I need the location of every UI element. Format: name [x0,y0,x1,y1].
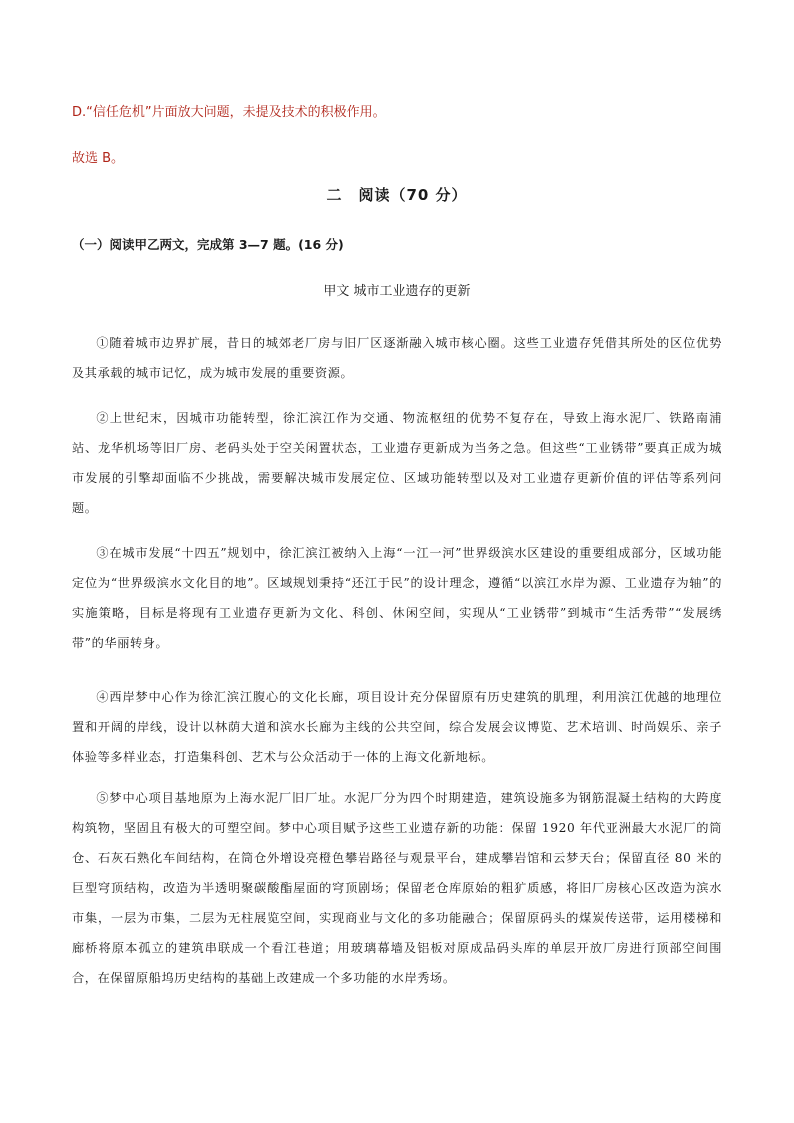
paragraph-4: ④西岸梦中心作为徐汇滨江腹心的文化长廊，项目设计充分保留原有历史建筑的肌理，利用滨江优越的地理位置和开阔的岸线，设计以林荫大道和滨水长廊为主线的公共空间，综合发展会议博览、艺术培训、时尚娱乐、亲子体验等多样业态，打造集科创、艺术与公众活动于一体的上海文化新地标。 [72,690,722,765]
section-subtitle: （一）阅读甲乙两文，完成第 3—7 题。(16 分) [72,237,344,252]
section-title: 二 阅读（70 分） [326,186,468,204]
article-title: 甲文 城市工业遗存的更新 [323,284,471,299]
answer-option-d: D.“信任危机”片面放大问题，未提及技术的积极作用。 [72,105,386,120]
paragraph-5: ⑤梦中心项目基地原为上海水泥厂旧厂址。水泥厂分为四个时期建造，建筑设施多为钢筋混凝土结构的大跨度构筑物，坚固且有极大的可塑空间。梦中心项目赋予这些工业遗存新的功能：保留 1920 年代亚洲最大水泥厂的筒仓、石灰石熟化车间结构，在筒仓外增设亮橙色攀岩路径与观景平台，建成攀岩馆和云梦天台；保留直径 80 米的巨型穹顶结构，改造为半透明聚碳酸酯屋面的穹顶剧场；保留老仓库原始的粗犷质感，将旧厂房核心区改造为滨水市集，一层为市集，二层为无柱展览空间，实现商业与文化的多功能融合；保留原码头的煤炭传送带，运用楼梯和廊桥将原本孤立的建筑串联成一个看江巷道；用玻璃幕墙及铝板对原成品码头库的单层开放厂房进行顶部空间围合，在保留原船坞历史结构的基础上改建成一个多功能的水岸秀场。 [72,791,722,986]
paragraph-1: ①随着城市边界扩展，昔日的城郊老厂房与旧厂区逐渐融入城市核心圈。这些工业遗存凭借其所处的区位优势及其承载的城市记忆，成为城市发展的重要资源。 [72,336,722,381]
answer-conclusion: 故选 B。 [72,151,125,166]
paragraph-2: ②上世纪末，因城市功能转型，徐汇滨江作为交通、物流枢纽的优势不复存在，导致上海水泥厂、铁路南浦站、龙华机场等旧厂房、老码头处于空关闲置状态，工业遗存更新成为当务之急。但这些“工业锈带”要真正成为城市发展的引擎却面临不少挑战，需要解决城市发展定位、区域功能转型以及对工业遗存更新价值的评估等系列问题。 [72,411,722,516]
paragraph-3: ③在城市发展“十四五”规划中，徐汇滨江被纳入上海“一江一河”世界级滨水区建设的重要组成部分，区域功能定位为“世界级滨水文化目的地”。区域规划秉持“还江于民”的设计理念，遵循“以滨江水岸为源、工业遗存为轴”的实施策略，目标是将现有工业遗存更新为文化、科创、休闲空间，实现从“工业锈带”到城市“生活秀带”“发展绣带”的华丽转身。 [72,546,722,651]
